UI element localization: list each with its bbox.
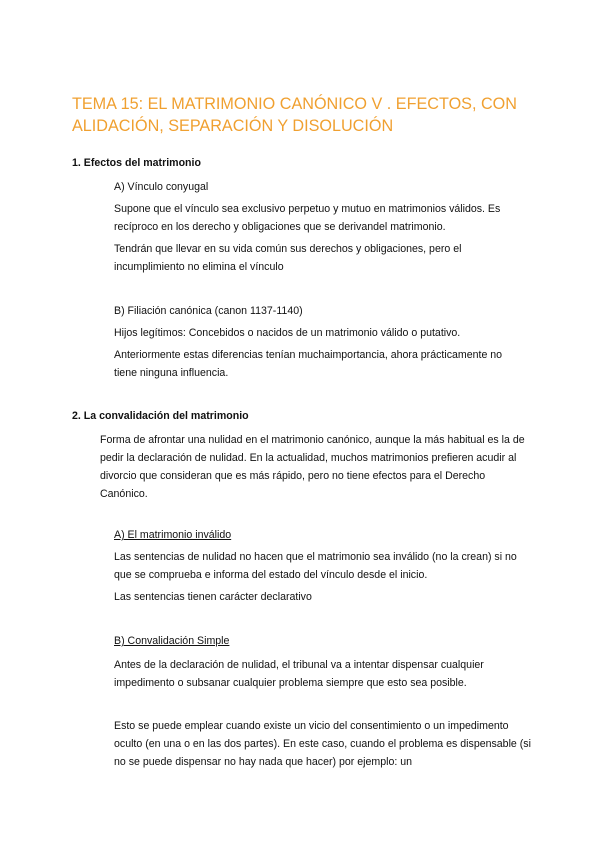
section-2-heading: 2. La convalidación del matrimonio bbox=[72, 410, 249, 422]
section-2b-label: B) Convalidación Simple bbox=[114, 635, 230, 647]
section-1b-paragraph-1: Hijos legítimos: Concebidos o nacidos de un matrimonio válido o putativo. bbox=[114, 327, 461, 339]
section-1b-label: B) Filiación canónica (canon 1137-1140) bbox=[114, 305, 303, 317]
section-1a-paragraph-2: Tendrán que llevar en su vida común sus derechos y obligaciones, pero el incumplimiento no elimina el vínculo bbox=[114, 243, 462, 273]
section-1a-paragraph-1: Supone que el vínculo sea exclusivo perpetuo y mutuo en matrimonios válidos. Es recíproco en los derecho y obligaciones que se derivandel matrimonio. bbox=[114, 203, 501, 233]
section-1b-paragraph-2: Anteriormente estas diferencias tenían muchaimportancia, ahora prácticamente no tiene ninguna influencia. bbox=[114, 349, 503, 379]
section-2a-paragraph-1: Las sentencias de nulidad no hacen que el matrimonio sea inválido (no la crean) si no que se comprueba e informa del estado del vínculo desde el inicio. bbox=[114, 551, 517, 581]
section-1-heading: 1. Efectos del matrimonio bbox=[72, 157, 201, 169]
section-2a-label: A) El matrimonio inválido bbox=[114, 529, 232, 541]
section-2a-paragraph-2: Las sentencias tienen carácter declarativo bbox=[114, 591, 312, 603]
section-1a-label: A) Vínculo conyugal bbox=[114, 181, 209, 193]
section-2-intro: Forma de afrontar una nulidad en el matrimonio canónico, aunque la más habitual es la de pedir la declaración de nulidad. En la actualidad, muchos matrimonios prefieren acudir al divorcio que consideran que es más rápido, pero no tiene efectos para el Derecho Canónico. bbox=[100, 434, 525, 500]
section-2b-paragraph-1: Antes de la declaración de nulidad, el tribunal va a intentar dispensar cualquier impedimento o subsanar cualquier problema siempre que esto sea posible. bbox=[114, 659, 484, 689]
document-title: TEMA 15: EL MATRIMONIO CANÓNICO V . EFECTOS, CON ALIDACIÓN, SEPARACIÓN Y DISOLUCIÓN bbox=[72, 95, 517, 135]
section-2b-paragraph-2: Esto se puede emplear cuando existe un vicio del consentimiento o un impedimento oculto (en una o en las dos partes). En este caso, cuando el problema es dispensable (si no se puede dispensar no hay nada que hacer) por ejemplo: un bbox=[114, 720, 531, 768]
